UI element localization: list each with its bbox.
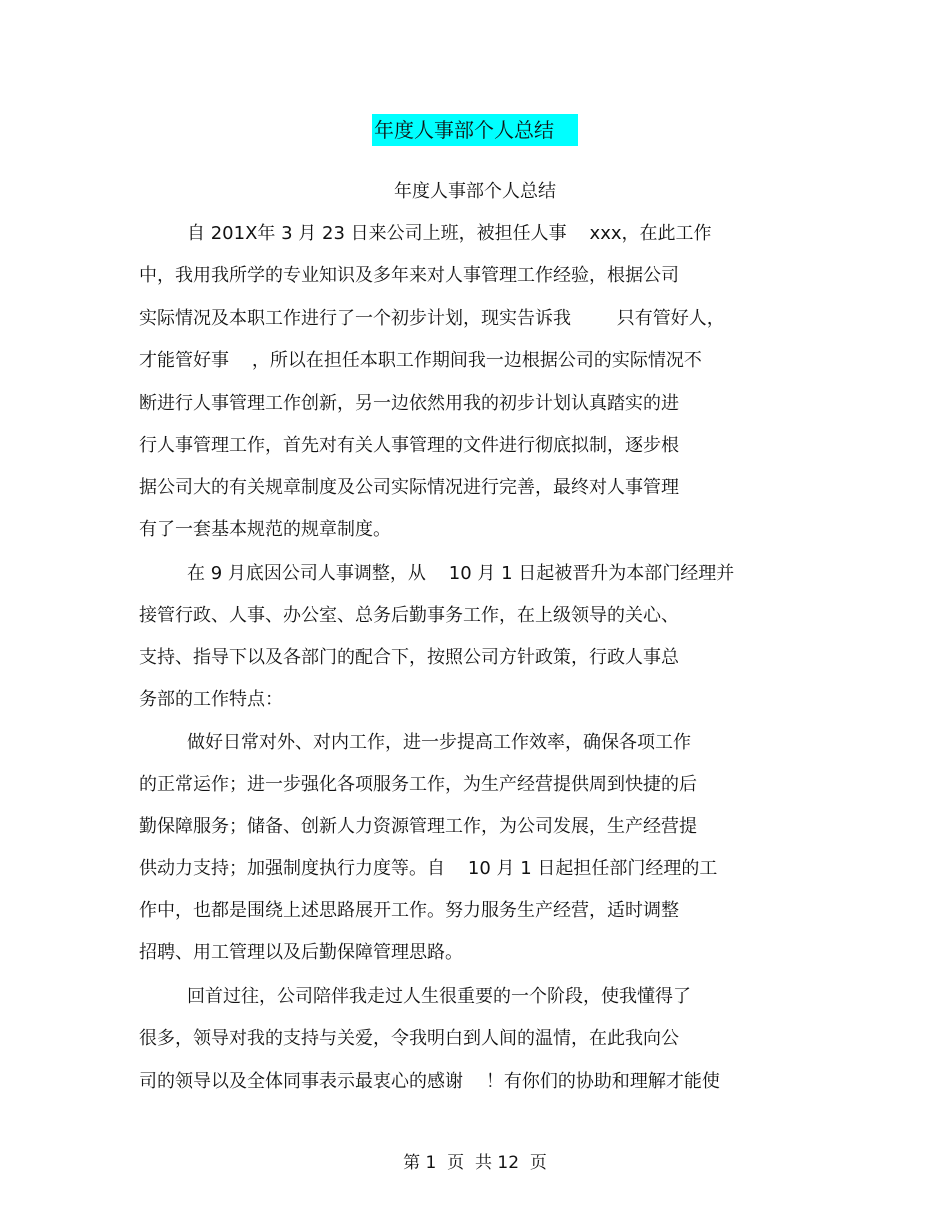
body-line: 司的领导以及全体同事表示最衷心的感谢 ！有你们的协助和理解才能使 xyxy=(139,1071,720,1092)
page-number-footer: 第 1 页 共 12 页 xyxy=(403,1153,547,1173)
body-line: 做好日常对外、对内工作，进一步提高工作效率，确保各项工作 xyxy=(187,732,691,753)
body-line: 招聘、用工管理以及后勤保障管理思路。 xyxy=(139,942,463,963)
document-subtitle: 年度人事部个人总结 xyxy=(394,181,556,202)
body-line: 据公司大的有关规章制度及公司实际情况进行完善，最终对人事管理 xyxy=(139,477,679,498)
body-line: 有了一套基本规范的规章制度。 xyxy=(139,519,391,540)
body-line: 才能管好事 ，所以在担任本职工作期间我一边根据公司的实际情况不 xyxy=(139,350,702,371)
document-title: 年度人事部个人总结 xyxy=(372,114,578,146)
body-line: 支持、指导下以及各部门的配合下，按照公司方针政策，行政人事总 xyxy=(139,647,679,668)
title-row xyxy=(0,114,950,146)
body-line: 勤保障服务；储备、创新人力资源管理工作，为公司发展，生产经营提 xyxy=(139,816,697,837)
body-line: 的正常运作；进一步强化各项服务工作，为生产经营提供周到快捷的后 xyxy=(139,774,697,795)
body-line: 回首过往，公司陪伴我走过人生很重要的一个阶段，使我懂得了 xyxy=(187,986,691,1007)
body-line: 中，我用我所学的专业知识及多年来对人事管理工作经验，根据公司 xyxy=(139,265,679,286)
body-line: 自 201X年 3 月 23 日来公司上班，被担任人事 xxx，在此工作 xyxy=(187,223,712,244)
body-line: 在 9 月底因公司人事调整，从 10 月 1 日起被晋升为本部门经理并 xyxy=(187,563,735,584)
body-line: 实际情况及本职工作进行了一个初步计划，现实告诉我 只有管好人， xyxy=(139,308,725,329)
body-line: 供动力支持；加强制度执行力度等。自 10 月 1 日起担任部门经理的工 xyxy=(139,858,718,879)
body-line: 断进行人事管理工作创新，另一边依然用我的初步计划认真踏实的进 xyxy=(139,393,679,414)
body-line: 接管行政、人事、办公室、总务后勤事务工作，在上级领导的关心、 xyxy=(139,605,679,626)
body-line: 作中，也都是围绕上述思路展开工作。努力服务生产经营，适时调整 xyxy=(139,900,679,921)
body-line: 务部的工作特点： xyxy=(139,689,283,710)
body-line: 行人事管理工作，首先对有关人事管理的文件进行彻底拟制，逐步根 xyxy=(139,435,679,456)
body-line: 很多，领导对我的支持与关爱，令我明白到人间的温情，在此我向公 xyxy=(139,1028,679,1049)
